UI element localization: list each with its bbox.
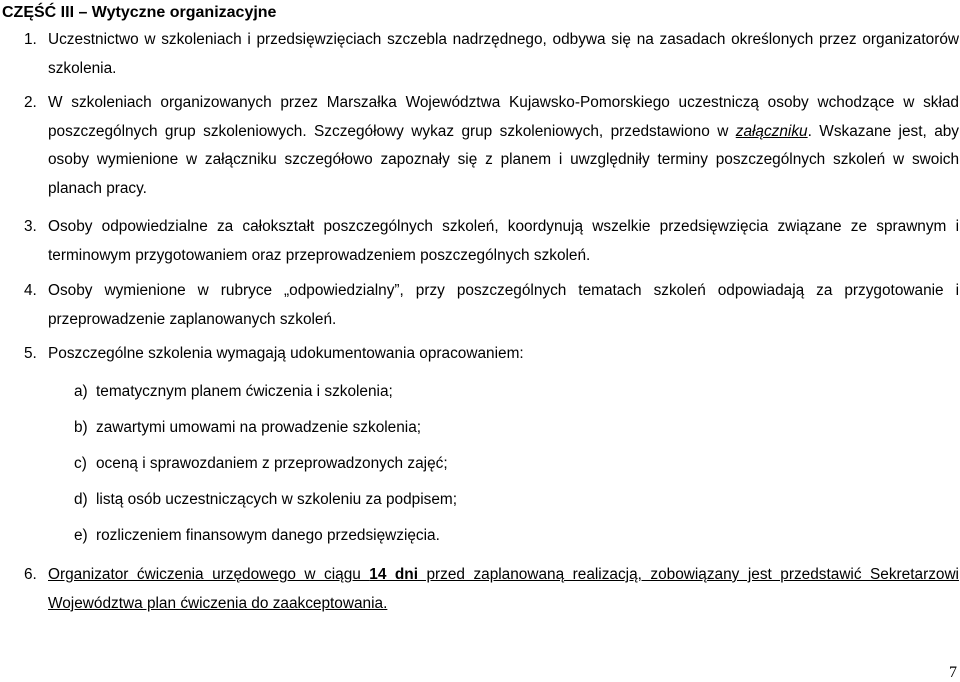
- page-number: 7: [949, 664, 957, 681]
- subitem-text: listą osób uczestniczących w szkoleniu za podpisem;: [96, 491, 457, 508]
- subitem-text: tematycznym planem ćwiczenia i szkolenia;: [96, 383, 393, 400]
- item-number: 4.: [24, 282, 37, 299]
- subitem-text: zawartymi umowami na prowadzenie szkolenia;: [96, 419, 422, 436]
- subitem-letter: b): [74, 419, 88, 436]
- list-item-2: [24, 89, 959, 203]
- subitem-letter: e): [74, 527, 88, 544]
- subitem-text: oceną i sprawozdaniem z przeprowadzonych zajęć;: [96, 455, 448, 472]
- item-text: [48, 89, 959, 203]
- section-heading: CZĘŚĆ III – Wytyczne organizacyjne: [2, 4, 277, 21]
- item-text: Poszczególne szkolenia wymagają udokumentowania opracowaniem:: [48, 345, 524, 362]
- list-item-4: [24, 277, 959, 334]
- list-item-1: [24, 26, 959, 83]
- subitem-text: rozliczeniem finansowym danego przedsięwzięcia.: [96, 527, 440, 544]
- item-number: 2.: [24, 94, 37, 111]
- item-text: Osoby wymienione w rubryce „odpowiedzialny”, przy poszczególnych tematach szkoleń odpowiadają za przygotowanie i przeprowadzenie zaplanowanych szkoleń.: [48, 282, 959, 328]
- item-number: 5.: [24, 345, 37, 362]
- item-text-part: Organizator ćwiczenia urzędowego w ciągu: [48, 566, 370, 583]
- item-number: 1.: [24, 31, 37, 48]
- deadline-days: 14 dni: [369, 566, 418, 583]
- subitem-e: [74, 526, 440, 546]
- subitem-b: [74, 418, 421, 438]
- subitem-letter: a): [74, 383, 88, 400]
- list-item-6: [24, 561, 959, 618]
- attachment-link[interactable]: załączniku: [735, 122, 808, 140]
- item-text: Uczestnictwo w szkoleniach i przedsięwzięciach szczebla nadrzędnego, odbywa się na zasadach określonych przez organizatorów szkolenia.: [48, 31, 959, 77]
- item-text-part: . Wskazane jest, aby osoby wymienione w załączniku szczegółowo zapoznały się z planem i uwzględniły terminy poszczególnych szkoleń w swoich planach pracy.: [48, 122, 960, 197]
- item-number: 3.: [24, 218, 37, 235]
- item-text: Osoby odpowiedzialne za całokształt poszczególnych szkoleń, koordynują wszelkie przedsięwzięcia związane ze sprawnym i terminowym przygotowaniem oraz przeprowadzeniem poszczególnych szkoleń.: [48, 218, 959, 264]
- subitem-c: [74, 454, 448, 474]
- item-text: [48, 561, 959, 618]
- item-text-part: przed zaplanowaną realizacją, zobowiązany jest przedstawić Sekretarzowi Województwa plan ćwiczenia do zaakceptowania.: [48, 566, 959, 612]
- subitem-letter: c): [74, 455, 87, 472]
- subitem-letter: d): [74, 491, 88, 508]
- item-number: 6.: [24, 566, 37, 583]
- list-item-5: [24, 340, 959, 369]
- subitem-a: [74, 382, 393, 402]
- subitem-d: [74, 490, 457, 510]
- list-item-3: [24, 213, 959, 270]
- item-text-part: W szkoleniach organizowanych przez Marszałka Województwa Kujawsko-Pomorskiego uczestniczą osoby wchodzące w skład poszczególnych grup szkoleniowych. Szczegółowy wykaz grup szkoleniowych, przedstawiono w: [48, 94, 959, 140]
